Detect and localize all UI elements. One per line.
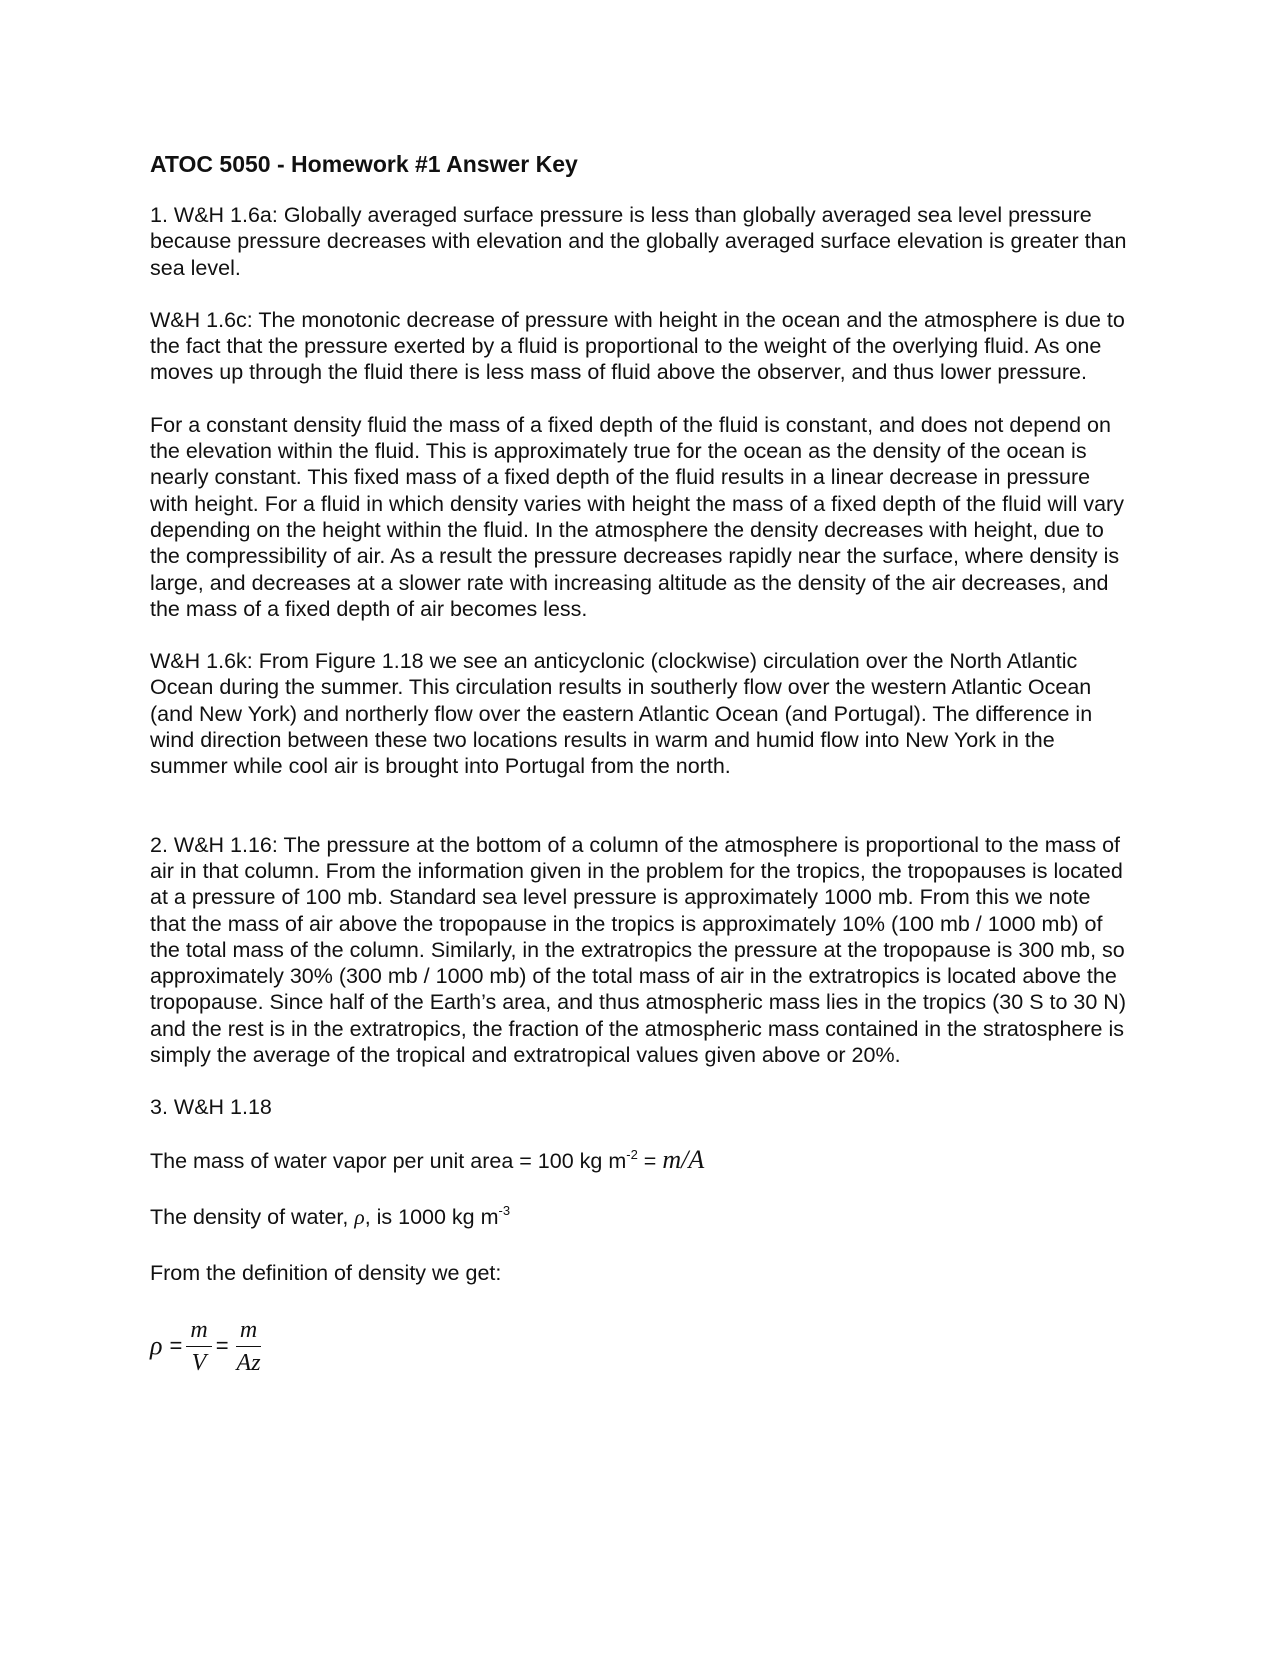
density-definition-line: From the definition of density we get:: [150, 1260, 502, 1285]
equals-sign: =: [637, 1148, 663, 1173]
water-density-text: The density of water,: [150, 1204, 355, 1229]
exponent: -2: [626, 1146, 638, 1162]
equals-sign: =: [215, 1333, 229, 1359]
mass-per-area-expression: m/A: [662, 1144, 705, 1174]
denominator: V: [191, 1349, 207, 1376]
answer-1-6a: 1. W&H 1.6a: Globally averaged surface pressure is less than globally averaged sea level pressure because pressure decreases with elevation and the globally averaged surface elevation is greater than sea level.: [150, 203, 1127, 280]
document-title: ATOC 5050 - Homework #1 Answer Key: [150, 151, 578, 177]
answer-1-6k: W&H 1.6k: From Figure 1.18 we see an anticyclonic (clockwise) circulation over the North Atlantic Ocean during the summer. This circulation results in southerly flow over the western Atlantic Ocean (and New York) and northerly flow over the eastern Atlantic Ocean (and Portugal). The difference in wind direction between these two locations results in warm and humid flow into New York in the summer while cool air is brought into Portugal from the north.: [150, 649, 1093, 779]
water-vapor-mass-text: The mass of water vapor per unit area = 100 kg m: [150, 1148, 627, 1173]
answer-1-16: 2. W&H 1.16: The pressure at the bottom of a column of the atmosphere is proportional to the mass of air in that column. From the information given in the problem for the tropics, the tropopauses is located at a pressure of 100 mb. Standard sea level pressure is approximately 1000 mb. From this we note that the mass of air above the tropopause in the tropics is approximately 10% (100 mb / 1000 mb) of the total mass of the column. Similarly, in the extratropics the pressure at the tropopause is 300 mb, so approximately 30% (300 mb / 1000 mb) of the total mass of air in the extratropics is located above the tropopause. Since half of the Earth’s area, and thus atmospheric mass lies in the tropics (30 S to 30 N) and the rest is in the extratropics, the fraction of the atmospheric mass contained in the stratosphere is simply the average of the tropical and extratropical values given above or 20%.: [150, 832, 1126, 1068]
rho-symbol: ρ: [150, 1331, 163, 1361]
water-density-line: [150, 1204, 1130, 1230]
numerator: m: [186, 1316, 211, 1347]
numerator: m: [236, 1316, 261, 1347]
rho-symbol: ρ: [354, 1204, 365, 1229]
question-1-18-heading: 3. W&H 1.18: [150, 1095, 272, 1120]
water-vapor-mass-line: [150, 1144, 1130, 1174]
document-page: [150, 148, 1130, 1377]
water-density-value: , is 1000 kg m: [364, 1204, 499, 1229]
fraction-m-over-v: [186, 1316, 211, 1377]
equals-sign: =: [169, 1333, 183, 1359]
answer-1-6c-continued: For a constant density fluid the mass of a fixed depth of the fluid is constant, and does not depend on the elevation within the fluid. This is approximately true for the ocean as the density of the ocean is nearly constant. This fixed mass of a fixed depth of the fluid results in a linear decrease in pressure with height. For a fluid in which density varies with height the mass of a fixed depth of the fluid will vary depending on the height within the fluid. In the atmosphere the density decreases with height, due to the compressibility of air. As a result the pressure decreases rapidly near the surface, where density is large, and decreases at a slower rate with increasing altitude as the density of the air decreases, and the mass of a fixed depth of air becomes less.: [150, 412, 1124, 621]
fraction-m-over-az: [233, 1316, 265, 1377]
density-formula: [150, 1316, 1130, 1377]
answer-1-6c: W&H 1.6c: The monotonic decrease of pressure with height in the ocean and the atmosphere is due to the fact that the pressure exerted by a fluid is proportional to the weight of the overlying fluid. As one moves up through the fluid there is less mass of fluid above the observer, and thus lower pressure.: [150, 307, 1125, 385]
exponent: -3: [498, 1202, 511, 1218]
denominator: Az: [236, 1349, 261, 1376]
